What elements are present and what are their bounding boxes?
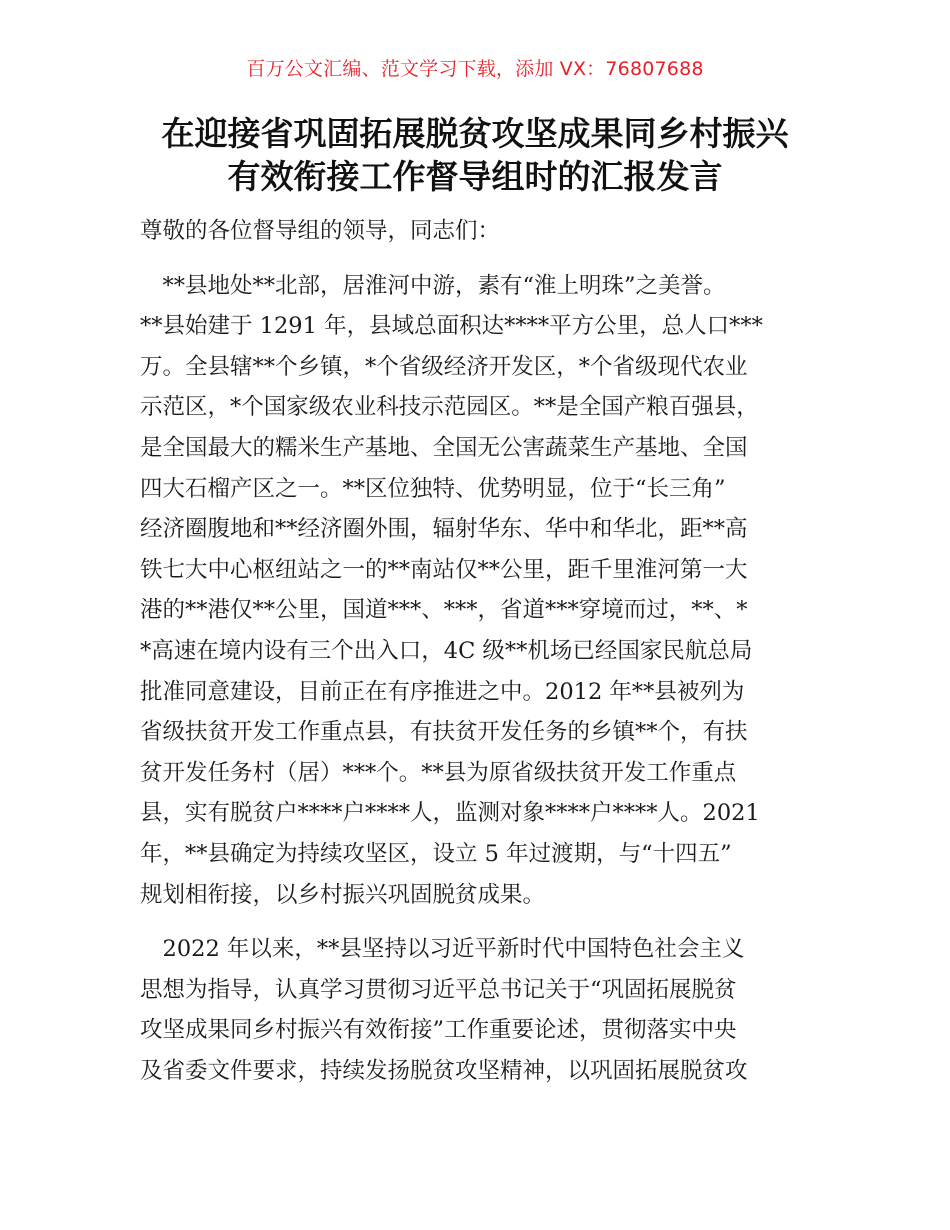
paragraph-line: *高速在境内设有三个出入口，4C 级**机场已经国家民航总局 [140, 637, 753, 664]
paragraph-line: **县始建于 1291 年，县域总面积达****平方公里，总人口*** [140, 313, 763, 340]
paragraph-line: 是全国最大的糯米生产基地、全国无公害蔬菜生产基地、全国 [140, 434, 748, 461]
paragraph-line: 县，实有脱贫户****户****人，监测对象****户****人。2021 [140, 800, 760, 827]
paragraph-line: 港的**港仅**公里，国道***、***，省道***穿境而过，**、* [140, 597, 748, 624]
paragraph-line: 规划相衔接，以乡村振兴巩固脱贫成果。 [140, 881, 546, 908]
paragraph-line: 四大石榴产区之一。**区位独特、优势明显，位于“长三角” [140, 475, 726, 502]
title-line-1: 在迎接省巩固拓展脱贫攻坚成果同乡村振兴 [161, 114, 789, 153]
paragraph-line: 示范区，*个国家级农业科技示范园区。**是全国产粮百强县， [140, 394, 759, 421]
paragraph-line: 思想为指导，认真学习贯彻习近平总书记关于“巩固拓展脱贫 [140, 976, 737, 1003]
paragraph-1 [140, 266, 820, 916]
paragraph-line: 省级扶贫开发工作重点县，有扶贫开发任务的乡镇**个，有扶 [140, 719, 748, 746]
paragraph-line: 2022 年以来，**县坚持以习近平新时代中国特色社会主义 [140, 936, 745, 963]
paragraph-line: 贫开发任务村（居）***个。**县为原省级扶贫开发工作重点 [140, 759, 737, 786]
paragraph-line: 经济圈腹地和**经济圈外围，辐射华东、华中和华北，距**高 [140, 516, 748, 543]
document-body [140, 211, 820, 1091]
salutation: 尊敬的各位督导组的领导，同志们： [140, 218, 501, 244]
paragraph-line: 及省委文件要求，持续发扬脱贫攻坚精神，以巩固拓展脱贫攻 [140, 1057, 748, 1084]
paragraph-line: 批准同意建设，目前正在有序推进之中。2012 年**县被列为 [140, 678, 745, 705]
paragraph-gap [140, 915, 820, 929]
paragraph-line: 铁七大中心枢纽站之一的**南站仅**公里，距千里淮河第一大 [140, 556, 748, 583]
paragraph-2 [140, 929, 820, 1091]
watermark-header: 百万公文汇编、范文学习下载，添加 VX：76807688 [246, 58, 704, 80]
paragraph-line: 万。全县辖**个乡镇，*个省级经济开发区，*个省级现代农业 [140, 353, 748, 380]
title-line-2: 有效衔接工作督导组时的汇报发言 [227, 157, 723, 196]
paragraph-line: **县地处**北部，居淮河中游，素有“淮上明珠”之美誉。 [140, 272, 726, 299]
paragraph-line: 年，**县确定为持续攻坚区，设立 5 年过渡期，与“十四五” [140, 840, 732, 867]
paragraph-gap [140, 252, 820, 266]
document-title [40, 112, 910, 198]
paragraph-line: 攻坚成果同乡村振兴有效衔接”工作重要论述，贯彻落实中央 [140, 1017, 737, 1044]
